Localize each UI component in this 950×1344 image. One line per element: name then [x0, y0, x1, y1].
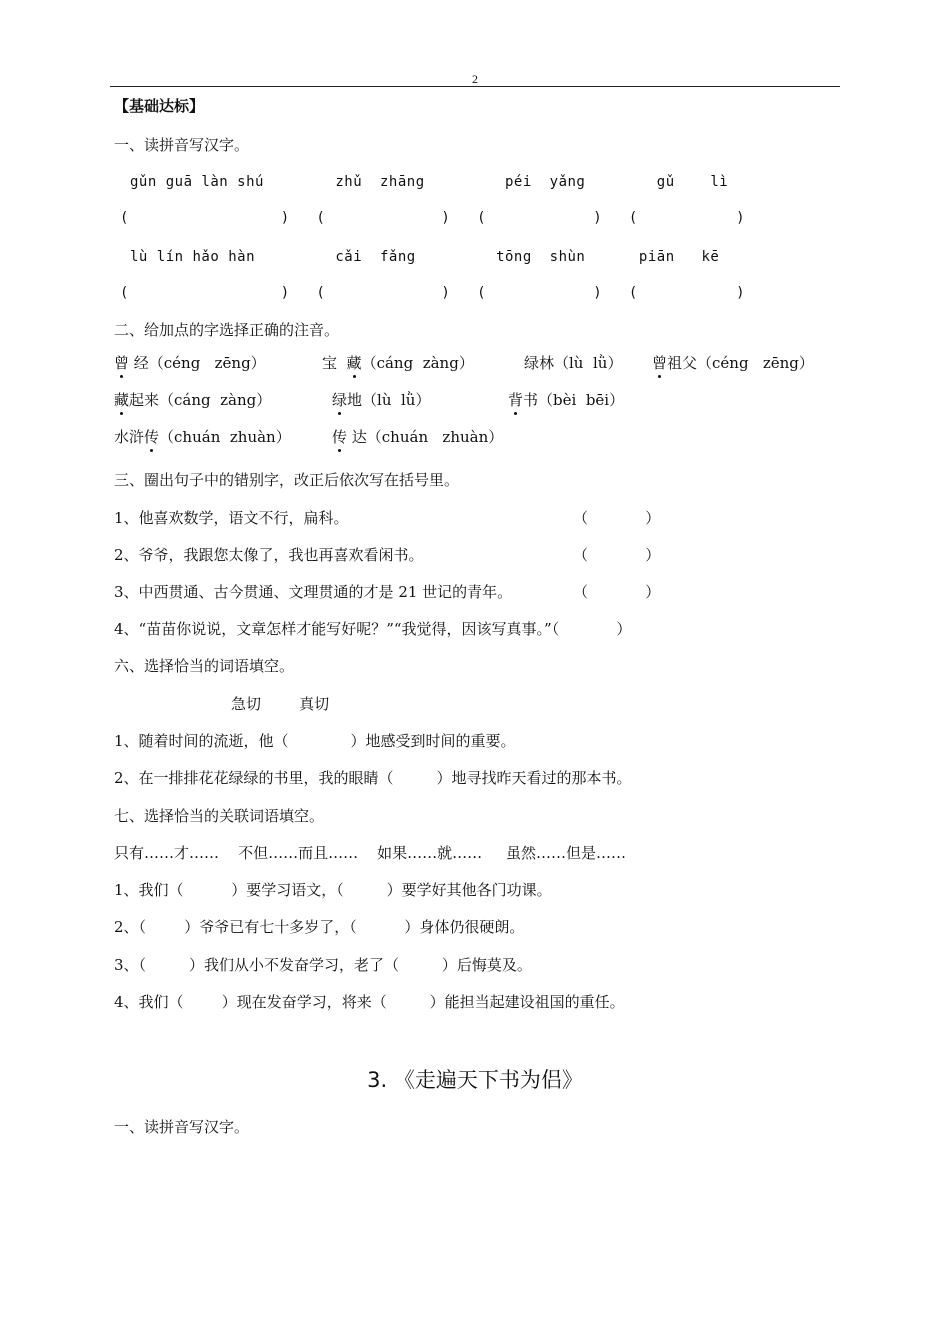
q3-item2: 2、爷爷，我跟您太像了，我也再喜欢看闲书。: [114, 546, 424, 564]
dotted-char: 曾: [652, 354, 668, 372]
q1-pinyin-row2: lù lín hǎo hàn cǎi fǎng tōng shùn piān kē: [130, 249, 720, 265]
q1-brackets-row2: ( ) ( ) ( ) ( ): [120, 285, 746, 301]
q3-item1: 1、他喜欢数学，语文不行，扁科。: [114, 509, 349, 527]
dotted-char: 背: [508, 391, 524, 409]
q3-item3: 3、中西贯通、古今贯通、文理贯通的才是 21 世记的青年。: [114, 583, 513, 601]
page-number: 2: [472, 72, 478, 86]
q1-brackets-row1: ( ) ( ) ( ) ( ): [120, 210, 746, 226]
q2-title: 二、给加点的字选择正确的注音。: [114, 321, 340, 339]
q3-item1-bracket: （ ）: [573, 509, 661, 527]
q2-row3-item1-rest: （chuán zhuàn）: [159, 428, 291, 446]
q2-row3-item1-pre: 水浒: [114, 428, 145, 446]
section-header: 【基础达标】: [114, 97, 205, 115]
q2-row1-item2: [322, 353, 474, 373]
q7-item1: 1、我们（ ）要学习语文，（ ）要学好其他各门功课。: [114, 881, 552, 899]
header-rule: [110, 86, 840, 87]
dotted-char: 绿: [332, 391, 348, 409]
q2-row2-item3-rest: 书（bèi bēi）: [523, 391, 625, 409]
dotted-char: 曾: [114, 354, 130, 372]
q2-row2-item1: [114, 390, 271, 410]
q7-title: 七、选择恰当的关联词语填空。: [114, 807, 325, 825]
q6-word-options: 急切 真切: [231, 695, 330, 713]
q2-row2-item2: [332, 390, 430, 410]
dotted-char: 传: [144, 428, 160, 446]
dotted-char: 传: [332, 428, 348, 446]
q7-item2: 2、（ ）爷爷已有七十多岁了，（ ）身体仍很硬朗。: [114, 918, 525, 936]
q7-item3: 3、（ ）我们从小不发奋学习，老了（ ）后悔莫及。: [114, 956, 532, 974]
q2-row2-item1-rest: 起来（cáng zàng）: [129, 391, 272, 409]
q2-row3-item1: [114, 427, 291, 447]
dotted-char: 藏: [114, 391, 130, 409]
q2-row3-item2: [332, 427, 503, 447]
q6-item2: 2、在一排排花花绿绿的书里，我的眼睛（ ）地寻找昨天看过的那本书。: [114, 769, 632, 787]
q1-title: 一、读拼音写汉字。: [114, 136, 250, 154]
lesson3-q1-title: 一、读拼音写汉字。: [114, 1118, 250, 1136]
q7-item4: 4、我们（ ）现在发奋学习，将来（ ）能担当起建设祖国的重任。: [114, 993, 625, 1011]
q3-title: 三、圈出句子中的错别字，改正后依次写在括号里。: [114, 471, 460, 489]
q3-item2-bracket: （ ）: [573, 546, 661, 564]
q2-row1-item4-rest: 祖父（céng zēng）: [667, 354, 814, 372]
q2-row1-item3: 绿林（lù lǜ）: [524, 354, 623, 372]
q2-row1-item2-pre: 宝: [322, 354, 347, 372]
dotted-char: 藏: [346, 354, 362, 372]
q7-options: 只有……才…… 不但……而且…… 如果……就…… 虽然……但是……: [114, 844, 626, 862]
q2-row1-item2-rest: （cáng zàng）: [361, 354, 474, 372]
q6-title: 六、选择恰当的词语填空。: [114, 657, 295, 675]
q2-row3-item2-rest: 达（chuán zhuàn）: [347, 428, 504, 446]
q6-item1: 1、随着时间的流逝，他（ ）地感受到时间的重要。: [114, 732, 516, 750]
q2-row1-item1-rest: 经（céng zēng）: [129, 354, 266, 372]
q2-row1-item1: [114, 353, 266, 373]
q2-row1-item4: [652, 353, 814, 373]
q1-pinyin-row1: gǔn guā làn shú zhǔ zhāng péi yǎng gǔ lì: [130, 174, 729, 190]
q2-row2-item2-rest: 地（lù lǜ）: [347, 391, 431, 409]
lesson-title: 3. 《走遍天下书为侣》: [367, 1068, 583, 1092]
q2-row2-item3: [508, 390, 624, 410]
q3-item4: 4、“苗苗你说说，文章怎样才能写好呢？”“我觉得，因该写真事。”（ ）: [114, 620, 632, 638]
q3-item3-bracket: （ ）: [573, 583, 661, 601]
